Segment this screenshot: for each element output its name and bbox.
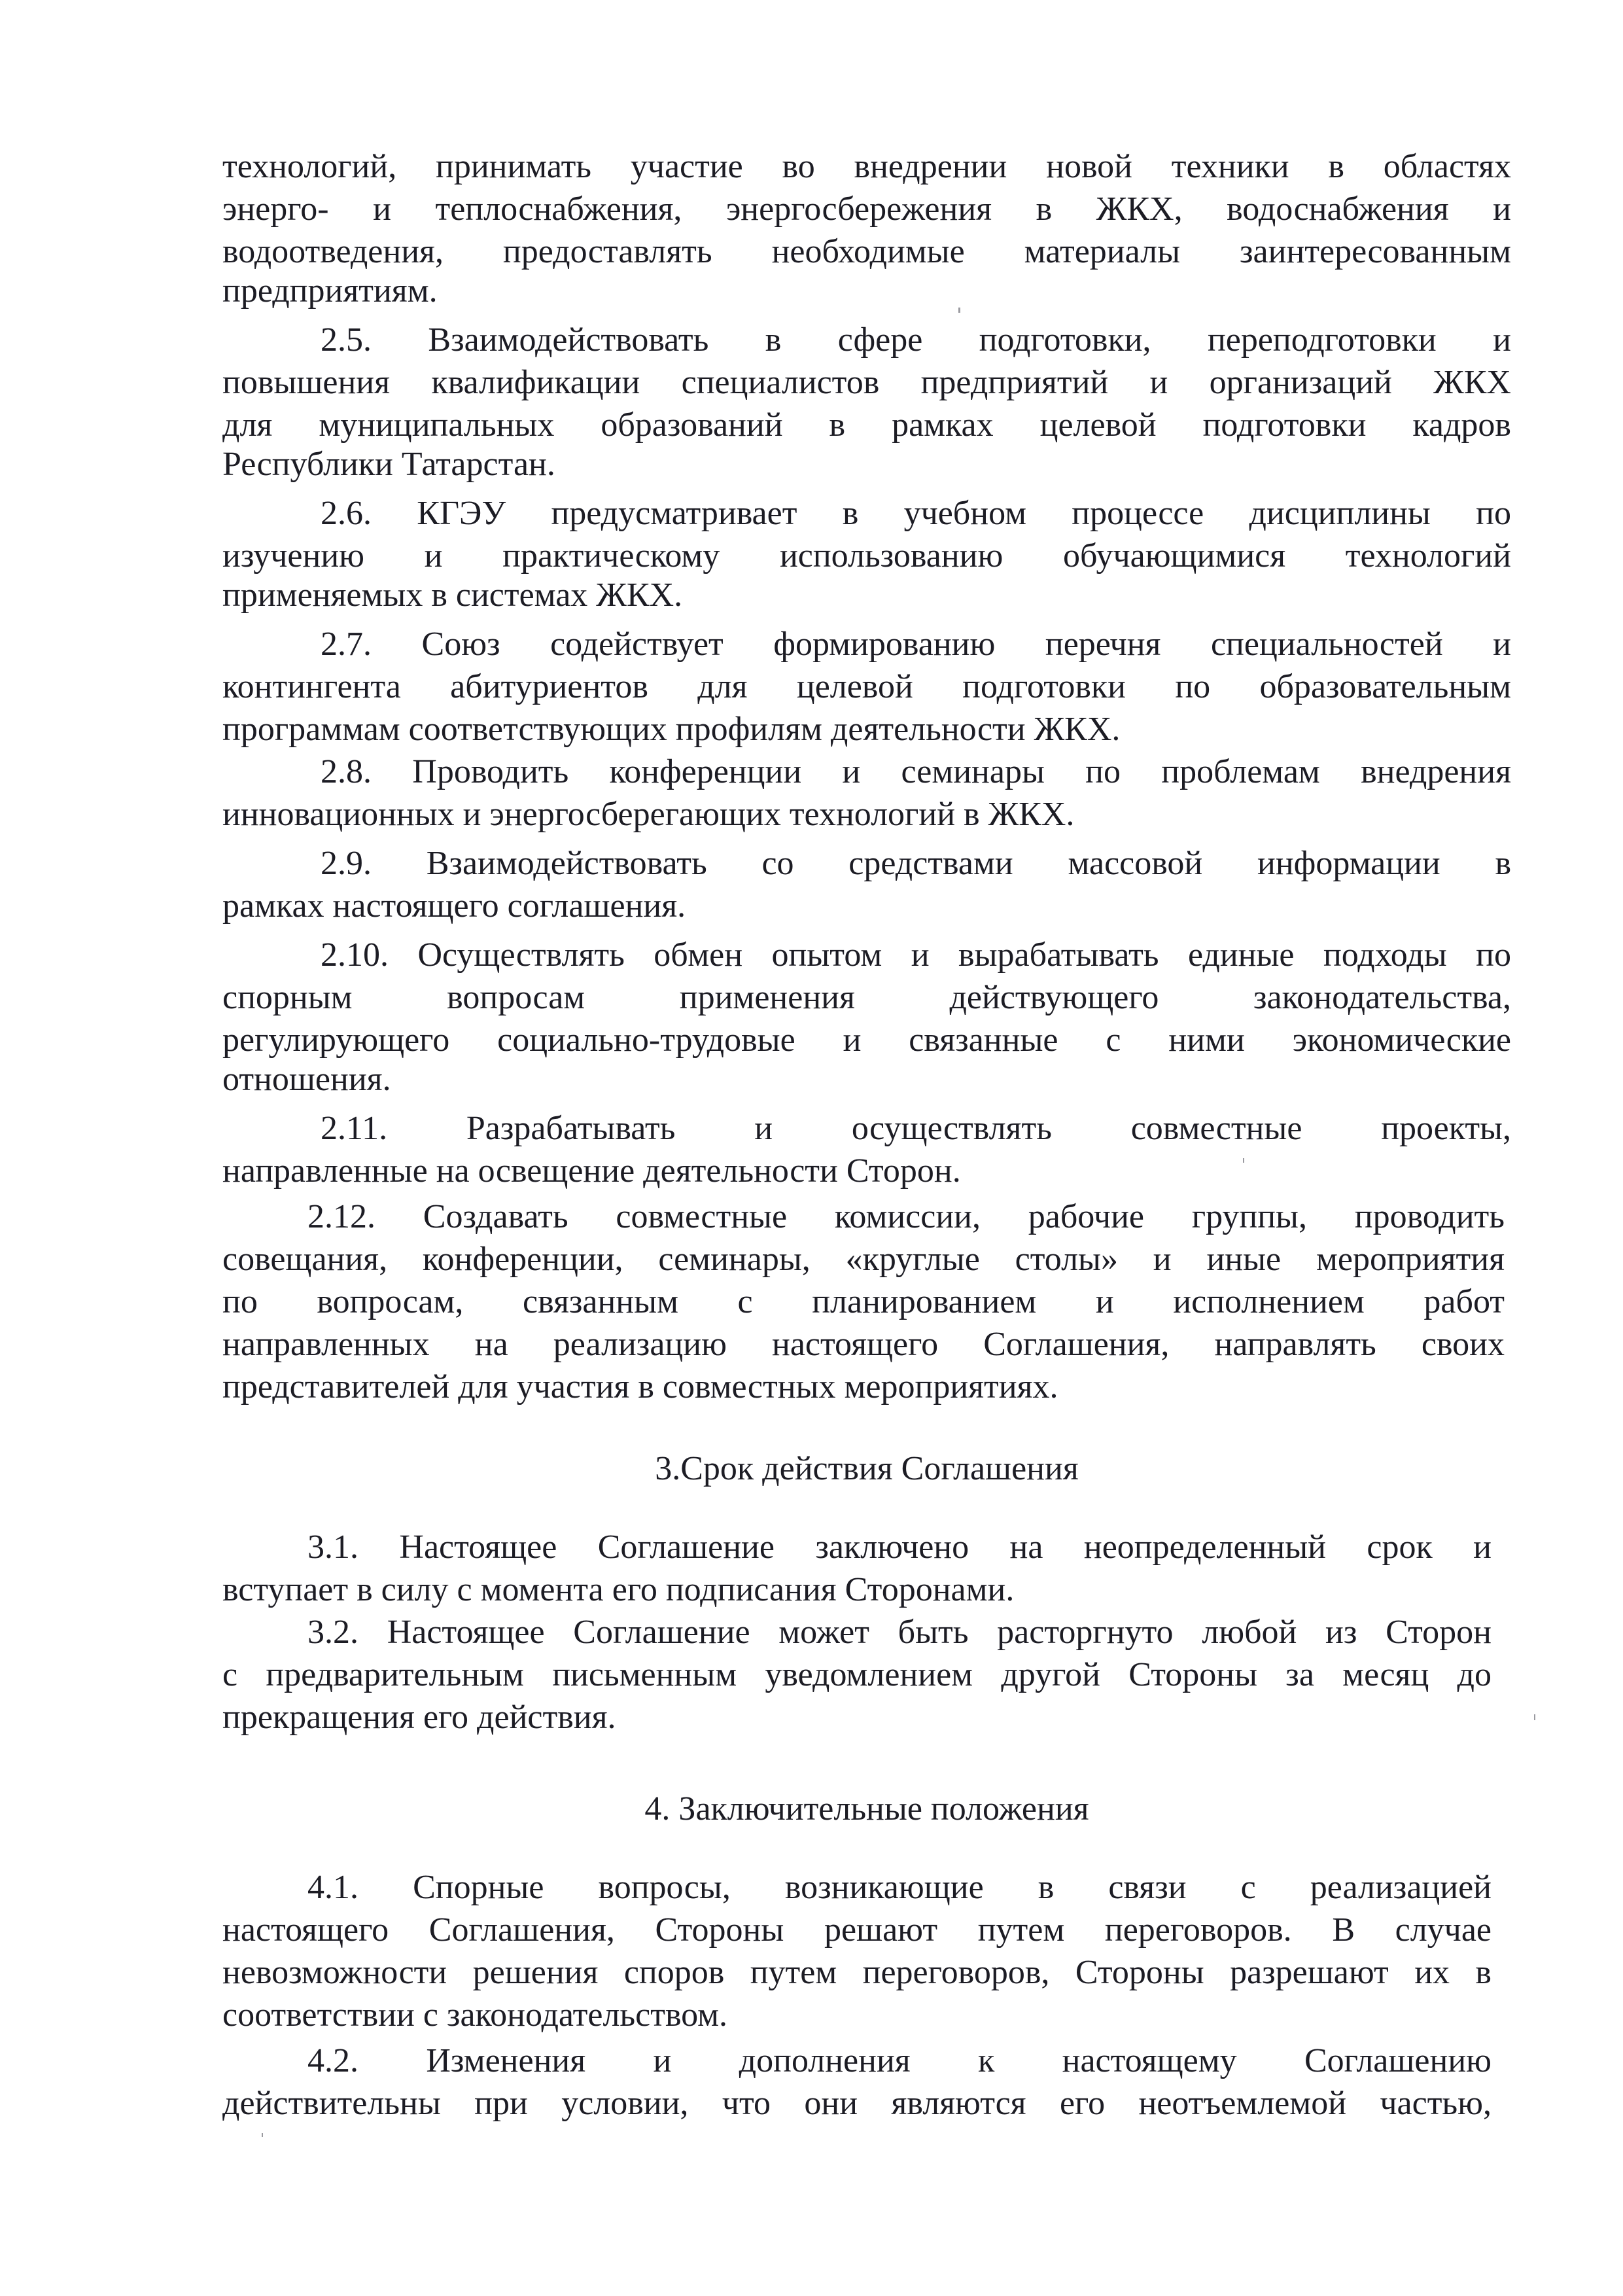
clause-3-2: 3.2. Настоящее Соглашение может быть расторгнуто любой из Сторон — [307, 1614, 1492, 1651]
scan-speck — [958, 308, 960, 313]
text-line: энерго- и теплоснабжения, энергосбережения в ЖКХ, водоснабжения и — [222, 190, 1511, 228]
clause-2-8: 2.8. Проводить конференции и семинары по проблемам внедрения — [321, 753, 1511, 790]
text-line: программам соответствующих профилям деятельности ЖКХ. — [222, 711, 1121, 748]
text-line: применяемых в системах ЖКХ. — [222, 576, 683, 614]
text-line: направленные на освещение деятельности Сторон. — [222, 1152, 961, 1190]
text-line: настоящего Соглашения, Стороны решают путем переговоров. В случае — [222, 1911, 1492, 1949]
text-line: для муниципальных образований в рамках целевой подготовки кадров — [222, 406, 1511, 444]
text-line: направленных на реализацию настоящего Соглашения, направлять своих — [222, 1326, 1505, 1363]
text-line: технологий, принимать участие во внедрении новой техники в областях — [222, 148, 1511, 185]
text-line: рамках настоящего соглашения. — [222, 887, 686, 925]
text-line: представителей для участия в совместных мероприятиях. — [222, 1368, 1058, 1405]
text-line: с предварительным письменным уведомлением другой Стороны за месяц до — [222, 1656, 1492, 1693]
text-line: соответствии с законодательством. — [222, 1996, 728, 2034]
scan-speck — [1534, 1714, 1535, 1720]
clause-2-12: 2.12. Создавать совместные комиссии, рабочие группы, проводить — [307, 1198, 1505, 1235]
text-line: контингента абитуриентов для целевой подготовки по образовательным — [222, 668, 1511, 705]
clause-2-10: 2.10. Осуществлять обмен опытом и вырабатывать единые подходы по — [321, 936, 1511, 974]
text-line: вступает в силу с момента его подписания Сторонами. — [222, 1571, 1015, 1608]
text-line: прекращения его действия. — [222, 1699, 616, 1736]
scan-speck — [262, 2133, 263, 2137]
text-line: отношения. — [222, 1061, 391, 1098]
text-line: действительны при условии, что они являются его неотъемлемой частью, — [222, 2085, 1492, 2122]
text-line: инновационных и энергосберегающих технологий в ЖКХ. — [222, 796, 1075, 833]
text-line: по вопросам, связанным с планированием и исполнением работ — [222, 1283, 1505, 1320]
text-line: совещания, конференции, семинары, «круглые столы» и иные мероприятия — [222, 1241, 1505, 1278]
text-line: повышения квалификации специалистов предприятий и организаций ЖКХ — [222, 364, 1511, 401]
text-line: предприятиям. — [222, 272, 438, 309]
clause-4-2: 4.2. Изменения и дополнения к настоящему Соглашению — [307, 2042, 1492, 2079]
text-line: регулирующего социально-трудовые и связанные с ними экономические — [222, 1021, 1511, 1059]
clause-2-11: 2.11. Разрабатывать и осуществлять совместные проекты, — [321, 1110, 1511, 1147]
clause-2-5: 2.5. Взаимодействовать в сфере подготовки, переподготовки и — [321, 321, 1511, 359]
text-line: изучению и практическому использованию обучающимися технологий — [222, 537, 1511, 574]
section-4-heading: 4. Заключительные положения — [644, 1790, 1089, 1828]
scan-speck — [1243, 1158, 1244, 1163]
section-3-heading: 3.Срок действия Соглашения — [655, 1450, 1079, 1487]
text-line: водоотведения, предоставлять необходимые материалы заинтересованным — [222, 233, 1511, 270]
clause-3-1: 3.1. Настоящее Соглашение заключено на неопределенный срок и — [307, 1528, 1492, 1566]
text-line: невозможности решения споров путем переговоров, Стороны разрешают их в — [222, 1954, 1492, 1991]
clause-2-9: 2.9. Взаимодействовать со средствами массовой информации в — [321, 845, 1511, 882]
clause-2-6: 2.6. КГЭУ предусматривает в учебном процессе дисциплины по — [321, 495, 1511, 532]
text-line: Республики Татарстан. — [222, 446, 555, 483]
clause-4-1: 4.1. Спорные вопросы, возникающие в связи с реализацией — [307, 1869, 1492, 1906]
clause-2-7: 2.7. Союз содействует формированию перечня специальностей и — [321, 626, 1511, 663]
text-line: спорным вопросам применения действующего законодательства, — [222, 979, 1511, 1016]
